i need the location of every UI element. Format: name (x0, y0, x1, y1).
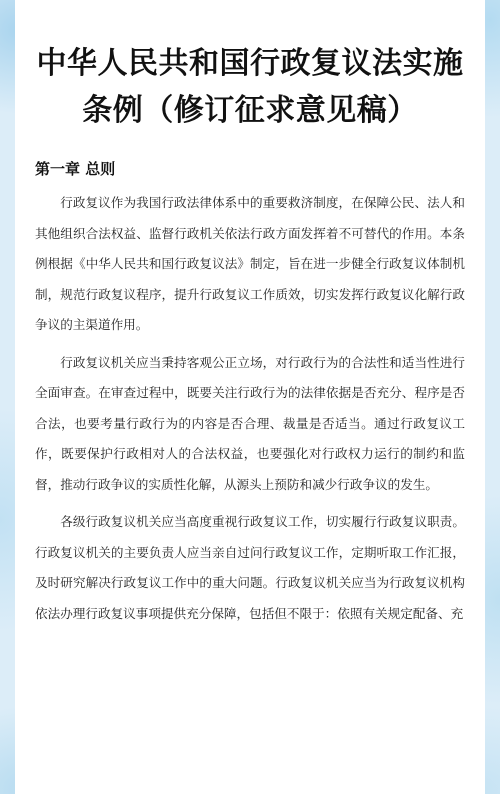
document-title: 中华人民共和国行政复议法实施条例（修订征求意见稿） (36, 46, 464, 128)
document-page (15, 0, 485, 794)
chapter-heading: 第一章 总则 (35, 160, 116, 178)
paragraph-3: 各级行政复议机关应当高度重视行政复议工作，切实履行行政复议职责。行政复议机关的主要负责人应当亲自过问行政复议工作，定期听取工作汇报，及时研究解决行政复议工作中的重大问题。行政复议机关应当为行政复议机构依法办理行政复议事项提供充分保障，包括但不限于：依照有关规定配备、充 (35, 514, 465, 621)
paragraph-1: 行政复议作为我国行政法律体系中的重要救济制度，在保障公民、法人和其他组织合法权益、监督行政机关依法行政方面发挥着不可替代的作用。本条例根据《中华人民共和国行政复议法》制定，旨在进一步健全行政复议体制机制，规范行政复议程序，提升行政复议工作质效，切实发挥行政复议化解行政争议的主渠道作用。 (35, 195, 465, 332)
paragraph-2: 行政复议机关应当秉持客观公正立场，对行政行为的合法性和适当性进行全面审查。在审查过程中，既要关注行政行为的法律依据是否充分、程序是否合法，也要考量行政行为的内容是否合理、裁量是否适当。通过行政复议工作，既要保护行政相对人的合法权益，也要强化对行政权力运行的制约和监督，推动行政争议的实质性化解，从源头上预防和减少行政争议的发生。 (35, 354, 465, 492)
